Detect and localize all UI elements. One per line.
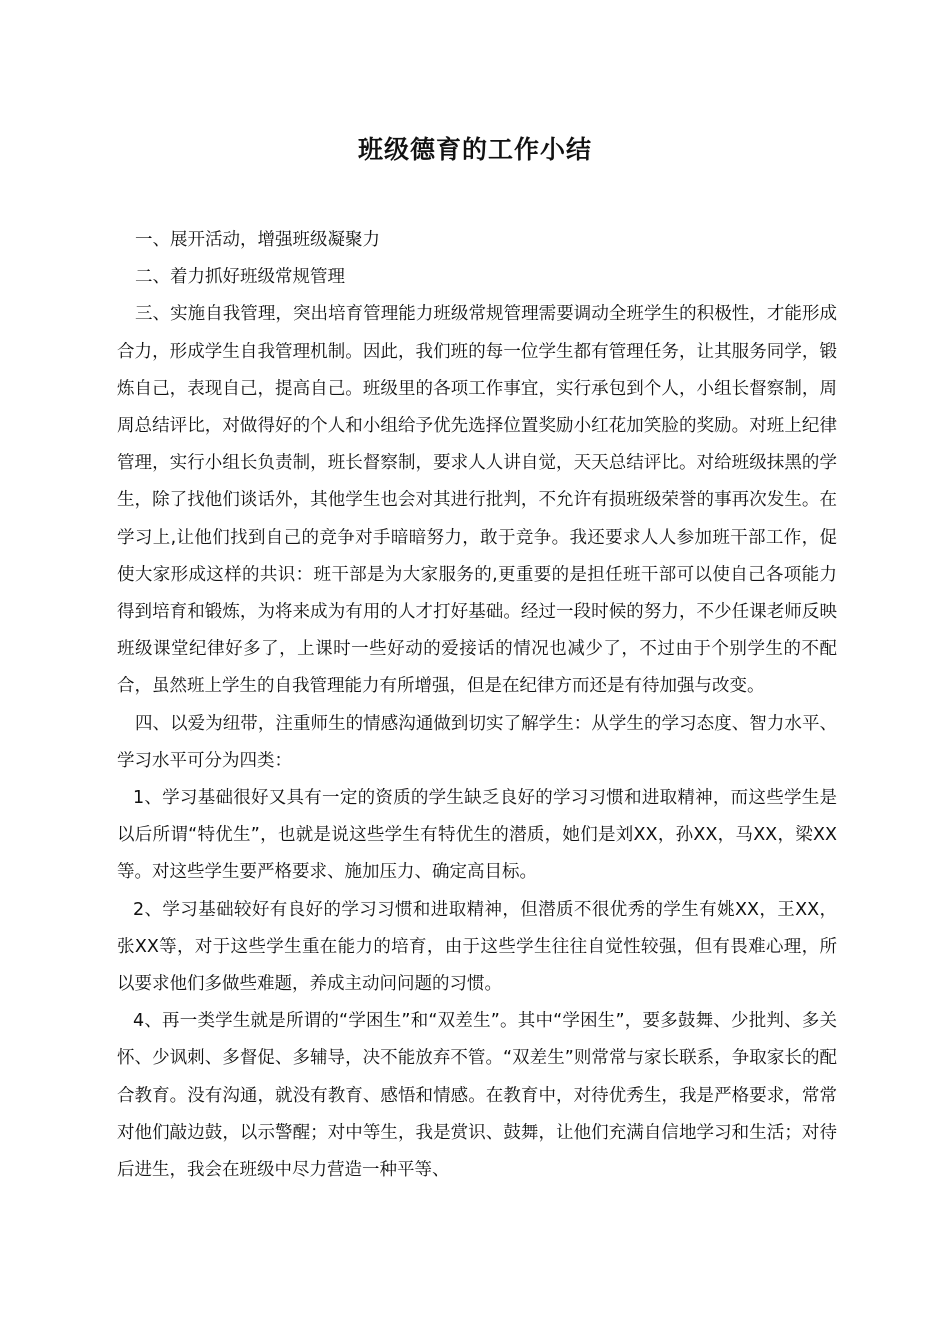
document-body: [117, 222, 837, 1189]
paragraph-student-type-1: 1、学习基础很好又具有一定的资质的学生缺乏良好的学习习惯和进取精神，而这些学生是以后所谓“特优生”，也就是说这些学生有特优生的潜质，她们是刘XX，孙XX，马XX，梁XX等。对这些学生要严格要求、施加压力、确定高目标。: [117, 788, 837, 883]
section-heading-2: 二、着力抓好班级常规管理: [135, 267, 345, 288]
paragraph-student-type-2: 2、学习基础较好有良好的学习习惯和进取精神，但潜质不很优秀的学生有姚XX，王XX，张XX等，对于这些学生重在能力的培育，由于这些学生往往自觉性较强，但有畏难心理，所以要求他们多做些难题，养成主动问问题的习惯。: [117, 899, 837, 995]
paragraph-love-bond: 四、以爱为纽带，注重师生的情感沟通做到切实了解学生：从学生的学习态度、智力水平、学习水平可分为四类：: [117, 713, 837, 771]
paragraph-student-type-4: 4、再一类学生就是所谓的“学困生”和“双差生”。其中“学困生”，要多鼓舞、少批判、多关怀、少讽刺、多督促、多辅导，决不能放弃不管。“双差生”则常常与家长联系，争取家长的配合教育。没有沟通，就没有教育、感悟和情感。在教育中，对待优秀生，我是严格要求，常常对他们敲边鼓，以示警醒；对中等生，我是赏识、鼓舞，让他们充满自信地学习和生活；对待后进生，我会在班级中尽力营造一种平等、: [117, 1011, 837, 1181]
document-title: 班级德育的工作小结: [357, 135, 592, 164]
section-heading-1: 一、展开活动，增强班级凝聚力: [135, 230, 380, 250]
paragraph-self-management: 三、实施自我管理，突出培育管理能力班级常规管理需要调动全班学生的积极性，才能形成合力，形成学生自我管理机制。因此，我们班的每一位学生都有管理任务，让其服务同学，锻炼自己，表现自己，提高自己。班级里的各项工作事宜，实行承包到个人，小组长督察制，周周总结评比，对做得好的个人和小组给予优先选择位置奖励小红花加笑脸的奖励。对班上纪律管理，实行小组长负责制，班长督察制，要求人人讲自觉，天天总结评比。对给班级抹黑的学生，除了找他们谈话外，其他学生也会对其进行批判，不允许有损班级荣誉的事再次发生。在学习上,让他们找到自己的竞争对手暗暗努力，敢于竞争。我还要求人人参加班干部工作，促使大家形成这样的共识：班干部是为大家服务的,更重要的是担任班干部可以使自己各项能力得到培育和锻炼，为将来成为有用的人才打好基础。经过一段时候的努力，不少任课老师反映班级课堂纪律好多了，上课时一些好动的爱接话的情况也减少了，不过由于个别学生的不配合，虽然班上学生的自我管理能力有所增强，但是在纪律方而还是有待加强与改变。: [117, 304, 837, 697]
